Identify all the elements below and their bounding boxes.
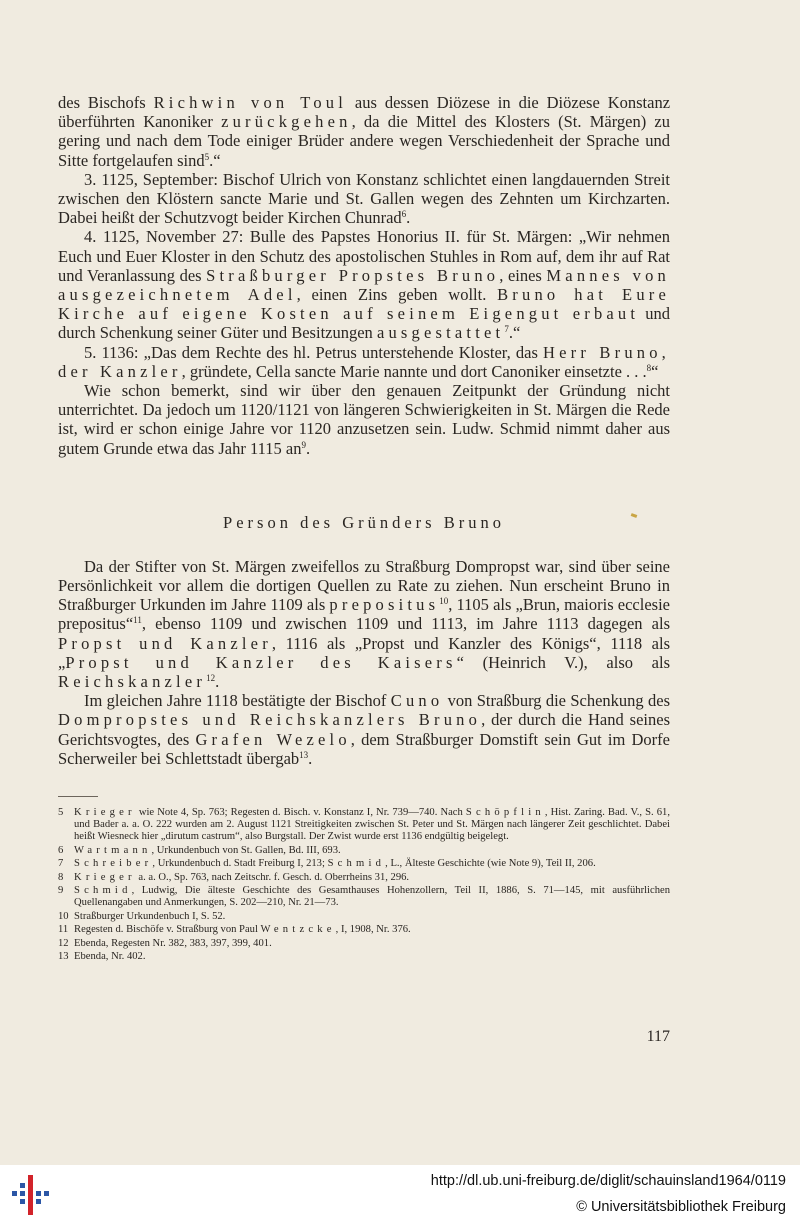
text: , Urkundenbuch d. Stadt Freiburg I, 213; [152, 858, 328, 870]
text: , L., Älteste Geschichte (wie Note 9), Teil II, 206. [385, 858, 596, 870]
paragraph-2 [58, 170, 670, 228]
text: , gründete, Cella sancte Marie nannte und dort Canoniker einsetzte . . . [181, 361, 647, 381]
text: Im gleichen Jahre 1118 bestätigte der Bischof [84, 691, 391, 711]
text: , da die Mittel des Klosters (St. Märgen) zu gering und nach dem Tode einiger Brüder andere wegen Verschiedenheit der Sprache und Sitte fortgelaufen sind [58, 112, 671, 170]
footnote-ref: 6 [401, 209, 407, 220]
footnote-number: 12 [58, 937, 69, 949]
text: Da der Stifter von St. Märgen zweifellos zu Straßburg Dompropst war, sind über seine Persönlichkeit vor allem die dortigen Quellen zu Rate zu ziehen. Nun erscheint Bruno in Straßburger Urkunden im Jahre 1109 als [58, 556, 670, 615]
text: , einen Zins geben wollt. [296, 285, 498, 305]
text: des Bischofs [58, 93, 154, 112]
page-number: 117 [646, 1028, 670, 1045]
footnote-ref: 7 [504, 324, 509, 335]
spaced-text: Straßburger Propstes Bruno [206, 265, 500, 285]
text: , I, 1908, Nr. 376. [335, 924, 411, 936]
footnote-ref: 8 [646, 362, 652, 373]
text: Ebenda, Regesten Nr. 382, 383, 397, 399, 401. [74, 937, 272, 949]
footnote-number: 10 [58, 910, 69, 922]
text: 4. 1125, November 27: Bulle des Papstes Honorius II. für St. Märgen: „Wir nehmen Euch und Euer Kloster in den Schutz des apostolischen Stuhles in Rom auf, dem ihr auf Rat und Veranlassung des [58, 227, 670, 285]
footnote-ref: 12 [206, 673, 216, 684]
text: , der durch die Hand seines Gerichtsvogtes, des [58, 710, 671, 749]
text: 5. 1136: „Das dem Rechte des hl. Petrus unterstehende Kloster, das [84, 342, 544, 362]
footnote-number: 6 [58, 844, 64, 856]
text: , ebenso 1109 und zwischen 1109 und 1113, im Jahre 1113 dagegen als [141, 614, 670, 634]
text: und durch Schenkung seiner Güter und Besitzungen [58, 304, 671, 343]
text: Ebenda, Nr. 402. [74, 951, 146, 963]
spaced-text: Richwin von Toul [153, 93, 348, 112]
footnotes [58, 807, 670, 963]
text: . [305, 438, 311, 458]
permalink-url[interactable]: http://dl.ub.uni-freiburg.de/diglit/schauinsland1964/0119 [430, 1173, 786, 1189]
footnote-divider [58, 796, 98, 797]
spaced-text: Wentzcke [260, 924, 336, 936]
footnote-ref: 10 [439, 596, 449, 607]
footnote-ref: 5 [204, 151, 210, 162]
spaced-text: Krieger [74, 807, 136, 819]
text: a. a. O., Sp. 763, nach Zeitschr. f. Gesch. d. Oberrheins 31, 296. [135, 871, 410, 883]
spaced-text: Reichskanzler [58, 672, 207, 692]
spaced-text: ausgestattet [376, 323, 505, 343]
text: .“ [209, 150, 221, 170]
text: , 1105 als „Brun, maioris ecclesie prepositus“ [58, 595, 670, 634]
footnote-ref: 9 [301, 439, 306, 450]
text: Regesten d. Bischöfe v. Straßburg von Paul [74, 924, 261, 936]
text: , eines [499, 265, 547, 285]
page-content [58, 93, 670, 965]
text: “ (Heinrich V.), also als [456, 652, 671, 672]
ub-freiburg-logo-icon [10, 1173, 50, 1217]
spaced-text: Mannes von ausgezeichnetem Adel [58, 265, 670, 305]
text: “ [651, 361, 659, 381]
footnote-number: 9 [58, 885, 64, 897]
footnote-item [58, 872, 670, 884]
text: Wie schon bemerkt, sind wir über den genauen Zeitpunkt der Gründung nicht unterrichtet. Da jedoch um 1120/1121 von längeren Schwierigkeiten in St. Märgen die Rede ist, wird er schon einige Jahre vor 1120 anzusetzen sein. Ludw. Schmid nimmt daher aus gutem Grunde etwa das Jahr 1115 an [58, 381, 670, 458]
text: , Hist. Zaring. Bad. V., S. 61, und Bader a. a. O. 222 wurden am 2. August 1121 Streitigkeiten zwischen St. Peter und St. Märgen nach längerer Zeit geschlichtet. Dabei heißt Wiesneck hier „dirutum castrum“, also Burgstall. Der Zwist wurde erst 1136 endgültig beigelegt. [74, 807, 670, 843]
footnote-item [58, 938, 670, 950]
paragraph-6 [58, 557, 670, 691]
text: , 1116 als „Propst und Kanzler des Königs“, 1118 als „ [58, 633, 670, 672]
spaced-text: Grafen Wezelo [195, 729, 351, 749]
footnote-number: 8 [58, 871, 64, 883]
text: 3. 1125, September: Bischof Ulrich von Konstanz schlichtet einen langdauernden Streit zwischen den Klöstern sancte Marie und St. Gallen wegen des Zehnten um Kirchzarten. Dabei heißt der Schutzvogt beider Kirchen Chunrad [58, 169, 670, 228]
footnote-item [58, 845, 670, 857]
copyright-notice: © Universitätsbibliothek Freiburg [576, 1199, 786, 1215]
footnote-item [58, 858, 670, 870]
spaced-text: Dompropstes und Reichskanzlers Bruno [58, 710, 482, 730]
paragraph-7 [58, 691, 670, 768]
footnote-ref: 11 [133, 615, 142, 626]
spaced-text: Schreiber [74, 858, 153, 870]
spaced-text: Bruno hat Eure Kirche auf eigene Kosten auf seinem Eigengut erbaut [58, 285, 670, 324]
spaced-text: Schöpflin [465, 807, 545, 819]
text: wie Note 4, Sp. 763; Regesten d. Bisch. v. Konstanz I, Nr. 739—740. Nach [135, 807, 466, 819]
text: Straßburger Urkundenbuch I, S. 52. [74, 910, 226, 922]
paragraph-3 [58, 227, 670, 342]
footnote-number: 13 [58, 951, 69, 963]
viewer-footer [0, 1165, 800, 1224]
spaced-text: Cuno [390, 691, 444, 711]
text: .“ [508, 323, 521, 343]
text: . [215, 672, 220, 692]
spaced-text: zurückgehen [221, 112, 352, 132]
text: von Straßburg die Schenkung des [443, 691, 670, 711]
paragraph-5 [58, 381, 670, 458]
spaced-text: Wartmann [74, 844, 152, 856]
footnote-number: 11 [58, 924, 69, 936]
section-heading: Person des Gründers Bruno [223, 512, 505, 532]
footnote-item [58, 924, 670, 936]
spaced-text: Schmid [327, 858, 386, 870]
footnote-ref: 13 [299, 749, 309, 760]
text: aus dessen Diözese in die Diözese Konstanz überführten Kanoniker [58, 93, 671, 132]
text: , Ludwig, Die älteste Geschichte des Gesamthauses Hohenzollern, Teil II, 1886, S. 71—145, mit ausführlichen Quellenangaben und Anmerkungen, S. 202—210, Nr. 21—73. [74, 885, 670, 909]
footnote-number: 7 [58, 858, 64, 870]
text: , Urkundenbuch von St. Gallen, Bd. III, 693. [151, 844, 341, 856]
text: , dem Straßburger Domstift sein Gut im Dorfe Scherweiler bei Schlettstadt übergab [58, 729, 670, 768]
footnote-item [58, 885, 670, 909]
footnote-item [58, 951, 670, 963]
paragraph-1 [58, 93, 670, 170]
spaced-text: Propst und Kanzler [58, 633, 272, 653]
footnote-item [58, 911, 670, 923]
footnote-number: 5 [58, 807, 64, 819]
spaced-text: Propst und Kanzler des Kaisers [65, 652, 457, 672]
footnote-item [58, 807, 670, 843]
spaced-text: Herr Bruno, der Kanzler [58, 342, 670, 381]
paragraph-4 [58, 343, 670, 381]
text: . [406, 208, 411, 228]
spaced-text: Krieger [74, 871, 136, 883]
spaced-text: Schmid [74, 885, 132, 897]
spaced-text: prepositus [329, 595, 440, 615]
text: . [308, 748, 313, 768]
